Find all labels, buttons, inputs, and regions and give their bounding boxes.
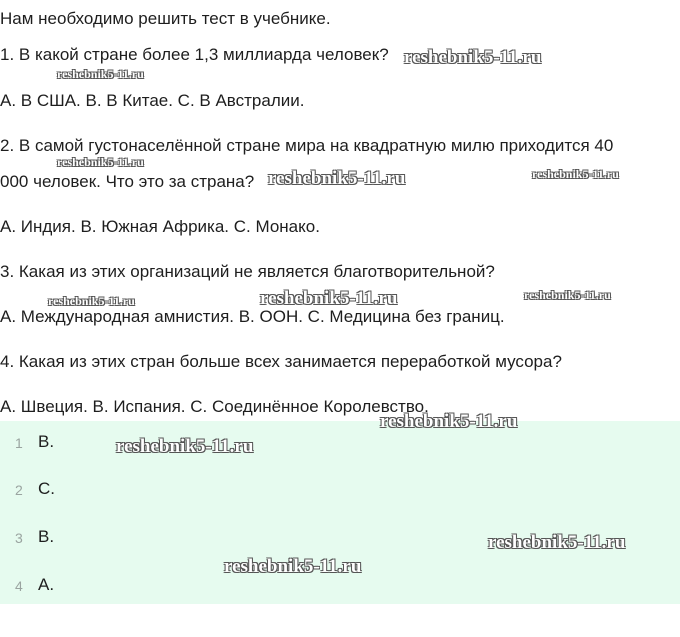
watermark: reshebnik5-11.ru <box>524 288 611 302</box>
question-4: 4. Какая из этих стран больше всех занимается переработкой мусора? <box>0 352 562 371</box>
watermark: reshebnik5-11.ru <box>224 556 362 577</box>
question-1-options: A. В США. B. В Китае. C. В Австралии. <box>0 91 305 110</box>
answer-value: B. <box>38 432 55 451</box>
answer-number: 1 <box>15 435 23 451</box>
answer-value: A. <box>38 575 55 594</box>
watermark: reshebnik5-11.ru <box>380 411 518 432</box>
answer-value: C. <box>38 479 55 498</box>
question-3-options: A. Международная амнистия. B. ООН. C. Медицина без границ. <box>0 307 505 326</box>
watermark: reshebnik5-11.ru <box>268 168 406 189</box>
answer-value: B. <box>38 527 55 546</box>
watermark: reshebnik5-11.ru <box>404 47 542 68</box>
answer-row <box>0 575 680 599</box>
watermark: reshebnik5-11.ru <box>57 155 144 169</box>
watermark: reshebnik5-11.ru <box>116 436 254 457</box>
watermark: reshebnik5-11.ru <box>57 67 144 81</box>
watermark: reshebnik5-11.ru <box>48 294 135 308</box>
question-2-line-1: 2. В самой густонаселённой стране мира на квадратную милю приходится 40 <box>0 136 614 155</box>
answer-row <box>0 479 680 503</box>
watermark: reshebnik5-11.ru <box>260 288 398 309</box>
answer-row <box>0 432 680 456</box>
question-3: 3. Какая из этих организаций не является благотворительной? <box>0 262 495 281</box>
answer-number: 2 <box>15 482 23 498</box>
question-4-options: A. Швеция. B. Испания. C. Соединённое Королевство. <box>0 397 429 416</box>
answer-number: 4 <box>15 578 23 594</box>
watermark: reshebnik5-11.ru <box>488 532 626 553</box>
question-2-options: A. Индия. B. Южная Африка. C. Монако. <box>0 217 320 236</box>
watermark: reshebnik5-11.ru <box>532 167 619 181</box>
intro-text: Нам необходимо решить тест в учебнике. <box>0 9 331 28</box>
answer-number: 3 <box>15 530 23 546</box>
question-2-line-2: 000 человек. Что это за страна? <box>0 172 255 191</box>
question-1: 1. В какой стране более 1,3 миллиарда человек? <box>0 45 389 64</box>
